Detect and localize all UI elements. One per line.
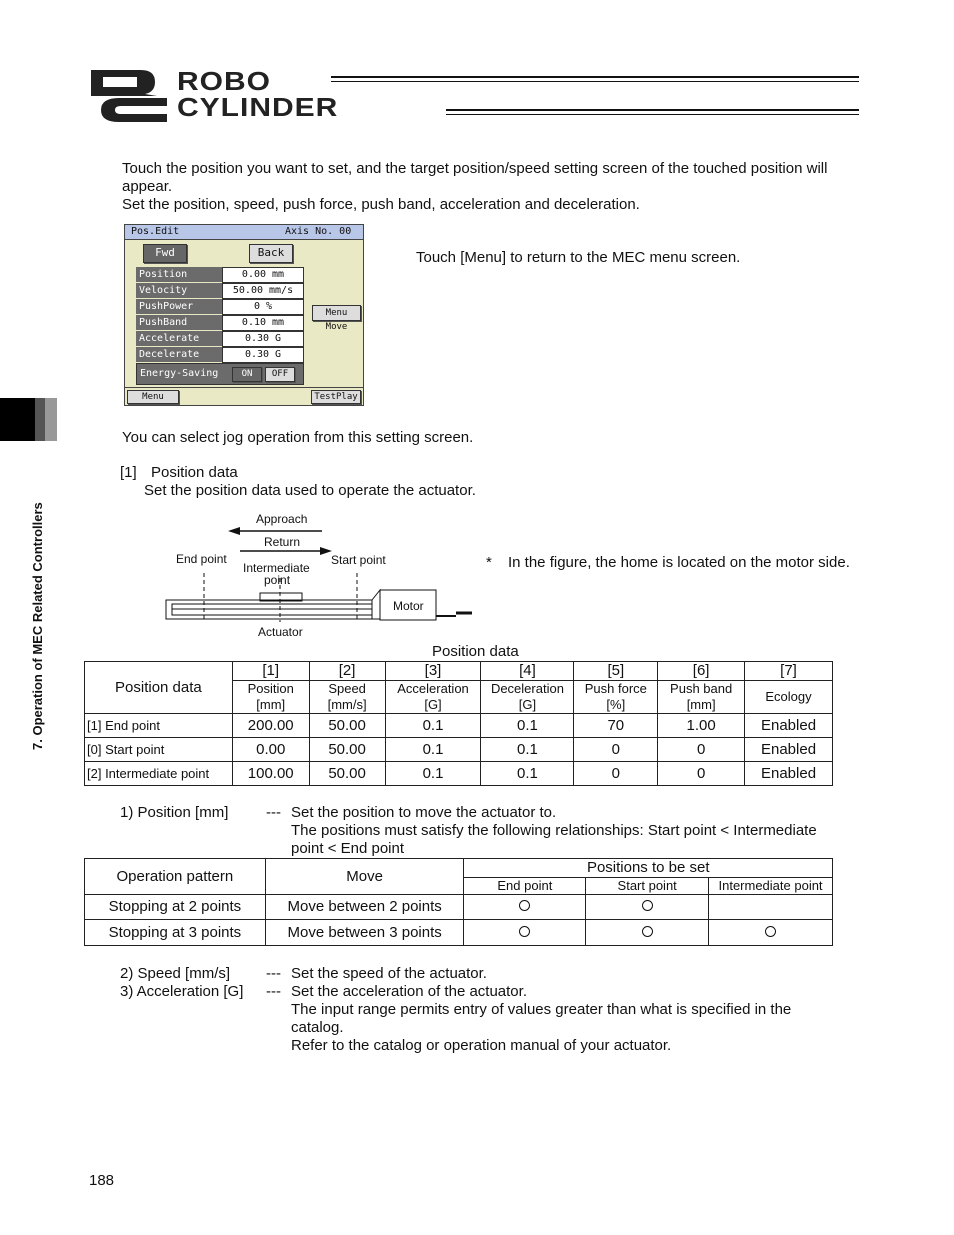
section-title: Position data — [151, 464, 238, 481]
row-value[interactable]: 0.30 G — [222, 331, 304, 347]
header-num: [2] — [309, 662, 385, 681]
item2-line-1: Set the speed of the actuator. — [291, 965, 487, 982]
header-push-band: Push band [mm] — [658, 681, 745, 714]
header-speed: Speed [mm/s] — [309, 681, 385, 714]
row-value[interactable]: 0.10 mm — [222, 315, 304, 331]
table1-caption: Position data — [432, 643, 519, 660]
item1-dash: --- — [266, 804, 281, 821]
fwd-button[interactable]: Fwd — [143, 244, 187, 263]
circle-mark-icon — [519, 900, 530, 911]
robo-cylinder-logo — [89, 68, 861, 124]
energy-saving-label: Energy-Saving — [140, 368, 219, 379]
intro-line-1: Touch the position you want to set, and the target position/speed setting screen of the touched position will — [122, 160, 828, 177]
logo-rule-top-1 — [331, 76, 859, 78]
item3-line-2: The input range permits entry of values greater than what is specified in the — [291, 1001, 792, 1018]
cell: 0.1 — [385, 714, 481, 738]
row-label: Position — [136, 267, 222, 283]
return-label: Return — [264, 535, 301, 549]
screen-row-velocity[interactable] — [136, 283, 304, 299]
brand-line-cylinder: CYLINDER — [177, 94, 339, 123]
cell: Enabled — [745, 714, 833, 738]
row-name: [1] End point — [85, 714, 233, 738]
item3-dash: --- — [266, 983, 281, 1000]
intermediate-label-2: point — [264, 573, 291, 587]
screen-row-pushband[interactable] — [136, 315, 304, 331]
cell: Enabled — [745, 762, 833, 786]
end-point-cell — [464, 895, 586, 920]
end-point-label: End point — [176, 552, 227, 566]
axis-number: Axis No. 00 — [285, 226, 352, 237]
row-label: PushBand — [136, 315, 222, 331]
table-row — [85, 762, 833, 786]
table-row — [85, 714, 833, 738]
move-cell: Move between 2 points — [265, 895, 464, 920]
energy-saving-row — [136, 363, 304, 385]
approach-label: Approach — [256, 512, 308, 526]
start-point-cell — [586, 895, 709, 920]
item1-label: 1) Position [mm] — [120, 804, 229, 821]
energy-on-button[interactable]: ON — [232, 367, 262, 382]
header-acceleration: Acceleration [G] — [385, 681, 481, 714]
menu-button[interactable]: Menu — [127, 390, 179, 404]
actuator-label: Actuator — [258, 625, 303, 639]
screen-title: Pos.Edit — [131, 226, 180, 237]
row-value[interactable]: 0 % — [222, 299, 304, 315]
cell: 0.1 — [481, 738, 574, 762]
screen-title-bar — [125, 225, 363, 240]
row-name: [2] Intermediate point — [85, 762, 233, 786]
testplay-button[interactable]: TestPlay — [311, 390, 361, 404]
cell: 0 — [574, 762, 658, 786]
item2-label: 2) Speed [mm/s] — [120, 965, 231, 982]
page-number: 188 — [89, 1172, 115, 1189]
logo-rule-bottom-2 — [446, 114, 859, 115]
cell: 0.1 — [481, 762, 574, 786]
back-button[interactable]: Back — [249, 244, 293, 263]
pattern-cell: Stopping at 3 points — [85, 920, 266, 946]
row-label: Accelerate — [136, 331, 222, 347]
header-num: [5] — [574, 662, 658, 681]
row-label: Decelerate — [136, 347, 222, 363]
header-move: Move — [265, 859, 464, 895]
header-num: [1] — [232, 662, 309, 681]
cell: 1.00 — [658, 714, 745, 738]
header-deceleration: Deceleration [G] — [481, 681, 574, 714]
intermediate-point-cell — [709, 920, 833, 946]
header-start-point: Start point — [586, 878, 709, 895]
item1-line-2: The positions must satisfy the following relationships: Start point < Intermediate — [291, 822, 817, 839]
actuator-figure — [160, 508, 480, 642]
operation-pattern-table — [84, 858, 833, 946]
start-point-label: Start point — [331, 553, 386, 567]
intermediate-label-1: Intermediate — [243, 561, 310, 575]
intro-line-3: Set the position, speed, push force, push band, acceleration and deceleration. — [122, 196, 640, 213]
cell: 50.00 — [309, 762, 385, 786]
table1-corner: Position data — [85, 662, 233, 714]
brand-line-robo: ROBO — [177, 68, 271, 97]
row-name: [0] Start point — [85, 738, 233, 762]
table-row — [85, 895, 833, 920]
chapter-tab — [0, 398, 57, 441]
row-value[interactable]: 50.00 mm/s — [222, 283, 304, 299]
item3-label: 3) Acceleration [G] — [120, 983, 244, 1000]
header-intermediate-point: Intermediate point — [709, 878, 833, 895]
cell: 0 — [574, 738, 658, 762]
cell: 100.00 — [232, 762, 309, 786]
header-num: [7] — [745, 662, 833, 681]
circle-mark-icon — [765, 926, 776, 937]
cell: Enabled — [745, 738, 833, 762]
row-value[interactable]: 0.30 G — [222, 347, 304, 363]
pattern-cell: Stopping at 2 points — [85, 895, 266, 920]
logo-rule-bottom-1 — [446, 109, 859, 111]
menu-move-button[interactable]: Menu Move — [312, 305, 361, 321]
screen-row-pushpower[interactable] — [136, 299, 304, 315]
position-data-table — [84, 661, 833, 786]
cell: 70 — [574, 714, 658, 738]
header-num: [3] — [385, 662, 481, 681]
screen-row-decelerate[interactable] — [136, 347, 304, 363]
table-row — [85, 738, 833, 762]
item1-line-1: Set the position to move the actuator to. — [291, 804, 557, 821]
screen-bottom-bar — [125, 387, 363, 405]
header-push-force: Push force [%] — [574, 681, 658, 714]
header-ecology: Ecology — [745, 681, 833, 714]
cell: 0 — [658, 762, 745, 786]
row-label: Velocity — [136, 283, 222, 299]
cell: 50.00 — [309, 738, 385, 762]
item3-line-1: Set the acceleration of the actuator. — [291, 983, 527, 1000]
actuator-drawing — [160, 508, 480, 642]
chapter-label: 7. Operation of MEC Related Controllers — [30, 502, 45, 750]
rc-logo-icon — [89, 68, 171, 124]
item3-line-3: catalog. — [291, 1019, 344, 1036]
intro-line-2: appear. — [122, 178, 173, 195]
jog-note: You can select jog operation from this setting screen. — [122, 429, 474, 446]
figure-note: In the figure, the home is located on the motor side. — [508, 554, 850, 571]
cell: 0.1 — [385, 738, 481, 762]
cell: 0 — [658, 738, 745, 762]
section-number: [1] — [120, 464, 137, 481]
section-desc: Set the position data used to operate the actuator. — [144, 482, 476, 499]
table-row — [85, 920, 833, 946]
circle-mark-icon — [642, 926, 653, 937]
header-operation-pattern: Operation pattern — [85, 859, 266, 895]
header-num: [4] — [481, 662, 574, 681]
menu-note: Touch [Menu] to return to the MEC menu screen. — [416, 249, 741, 266]
pos-edit-screen — [124, 224, 364, 406]
end-point-cell — [464, 920, 586, 946]
energy-off-button[interactable]: OFF — [265, 367, 295, 382]
item3-line-4: Refer to the catalog or operation manual of your actuator. — [291, 1037, 672, 1054]
cell: 0.1 — [481, 714, 574, 738]
row-value[interactable]: 0.00 mm — [222, 267, 304, 283]
header-positions: Positions to be set — [464, 859, 833, 878]
header-end-point: End point — [464, 878, 586, 895]
screen-row-accelerate[interactable] — [136, 331, 304, 347]
cell: 200.00 — [232, 714, 309, 738]
item2-dash: --- — [266, 965, 281, 982]
screen-row-position[interactable] — [136, 267, 304, 283]
item1-line-3: point < End point — [291, 840, 405, 857]
move-cell: Move between 3 points — [265, 920, 464, 946]
header-num: [6] — [658, 662, 745, 681]
logo-rule-top-2 — [331, 81, 859, 82]
motor-label: Motor — [393, 599, 424, 613]
header-position: Position [mm] — [232, 681, 309, 714]
intermediate-point-cell — [709, 895, 833, 920]
circle-mark-icon — [642, 900, 653, 911]
figure-note-star: * — [486, 554, 492, 571]
start-point-cell — [586, 920, 709, 946]
row-label: PushPower — [136, 299, 222, 315]
circle-mark-icon — [519, 926, 530, 937]
cell: 0.00 — [232, 738, 309, 762]
cell: 50.00 — [309, 714, 385, 738]
cell: 0.1 — [385, 762, 481, 786]
